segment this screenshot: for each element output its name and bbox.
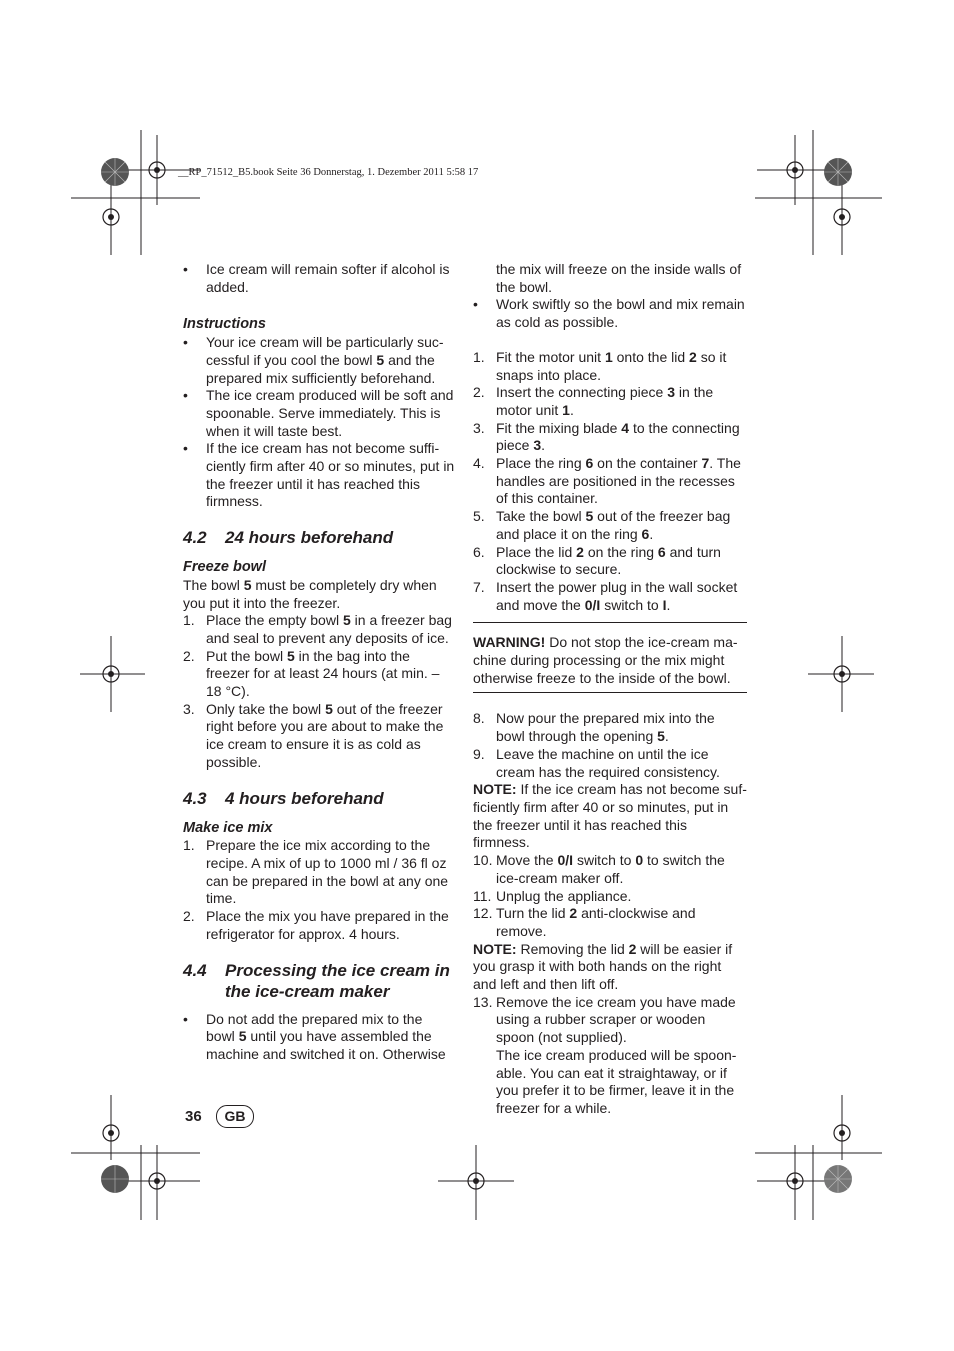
list-item: 2. Place the mix you have prepared in the refrigerator for approx. 4 hours.: [183, 908, 449, 942]
step-item: 9. Leave the machine on until the ice cream has the required consistency.: [473, 745, 720, 780]
right-column: [473, 261, 747, 1118]
left-column: [183, 261, 455, 1064]
warning-divider-bottom: [473, 692, 747, 693]
list-item: 1. Prepare the ice mix according to the recipe. A mix of up to 1000 ml / 36 fl oz can be prepared in the bowl at any one time.: [183, 837, 449, 907]
step-item: 6. Place the lid 2 on the ring 6 and turn clockwise to secure.: [473, 543, 721, 578]
step-item: 10. Move the 0/I switch to 0 to switch the ice-cream maker off.: [473, 852, 725, 886]
step-item: 5. Take the bowl 5 out of the freezer bag and place it on the ring 6.: [473, 508, 731, 542]
step-item-continuation: The ice cream produced will be spoon-able. You can eat it straightaway, or if you prefer it to be firmer, leave it in the freezer for a while.: [496, 1046, 737, 1116]
freeze-intro: The bowl 5 must be completely dry when you put it into the freezer.: [183, 576, 437, 611]
make-ice-mix-heading: Make ice mix: [183, 819, 273, 836]
step-item: 7. Insert the power plug in the wall socket and move the 0/I switch to I.: [473, 578, 738, 613]
list-item: • Ice cream will remain softer if alcohol is added.: [183, 261, 450, 295]
instructions-heading: Instructions: [183, 316, 266, 333]
list-item: • Do not add the prepared mix to the bowl 5 until you have assembled the machine and switched it on. Otherwise: [183, 1010, 446, 1062]
list-item: 1. Place the empty bowl 5 in a freezer bag and seal to prevent any deposits of ice.: [183, 612, 452, 646]
step-item: 4. Place the ring 6 on the container 7. The handles are positioned in the recesses of this container.: [473, 455, 741, 507]
step-item: 2. Insert the connecting piece 3 in the motor unit 1.: [473, 384, 714, 418]
step-item: 11. Unplug the appliance.: [473, 887, 632, 904]
step-item: 12. Turn the lid 2 anti-clockwise and remove.: [473, 905, 696, 939]
step-item: 1. Fit the motor unit 1 onto the lid 2 so it snaps into place.: [473, 348, 727, 383]
warning-box: WARNING! Do not stop the ice-cream ma-chine during processing or the mix might otherwise freeze to the inside of the bowl.: [473, 634, 738, 686]
list-item: • If the ice cream has not become suffi-ciently firm after 40 or so minutes, put in the freezer until it has reached this firmness.: [183, 440, 455, 510]
warning-divider-top: [473, 622, 747, 623]
print-file-header: __RP_71512_B5.book Seite 36 Donnerstag, 1. Dezember 2011 5:58 17: [178, 167, 479, 178]
list-item: • Your ice cream will be particularly suc-cessful if you cool the bowl 5 and the prepared mix sufficiently beforehand.: [183, 334, 444, 386]
step-item: 8. Now pour the prepared mix into the bowl through the opening 5.: [473, 710, 715, 745]
section-heading-4-4: 4.4 Processing the ice cream in the ice-cream maker: [183, 960, 450, 1001]
note-paragraph: NOTE: Removing the lid 2 will be easier if you grasp it with both hands on the right and left and then lift off.: [473, 940, 733, 993]
step-item: 13. Remove the ice cream you have made using a rubber scraper or wooden spoon (not supplied).: [473, 993, 736, 1046]
section-heading-4-3: 4.3 4 hours beforehand: [183, 788, 384, 808]
note-paragraph: NOTE: If the ice cream has not become suf-ficiently firm after 40 or so minutes, put in the freezer until it has reached this firmness.: [473, 781, 747, 851]
step-item: 3. Fit the mixing blade 4 to the connecting piece 3.: [473, 419, 740, 454]
list-item: 3. Only take the bowl 5 out of the freezer right before you are about to make the ice cream to ensure it is as cold as possible.: [183, 700, 444, 770]
language-badge: GB: [216, 1105, 254, 1128]
section-heading-4-2: 4.2 24 hours beforehand: [183, 528, 394, 548]
list-item: 2. Put the bowl 5 in the bag into the freezer for at least 24 hours (at min. – 18 °C).: [183, 647, 440, 700]
freeze-bowl-heading: Freeze bowl: [183, 559, 266, 576]
page-number: 36: [185, 1108, 202, 1125]
list-item: • Work swiftly so the bowl and mix remain as cold as possible.: [473, 296, 745, 331]
list-item-continuation: the mix will freeze on the inside walls of the bowl.: [496, 261, 742, 295]
list-item: • The ice cream produced will be soft and spoonable. Serve immediately. This is when it will taste best.: [183, 387, 454, 439]
